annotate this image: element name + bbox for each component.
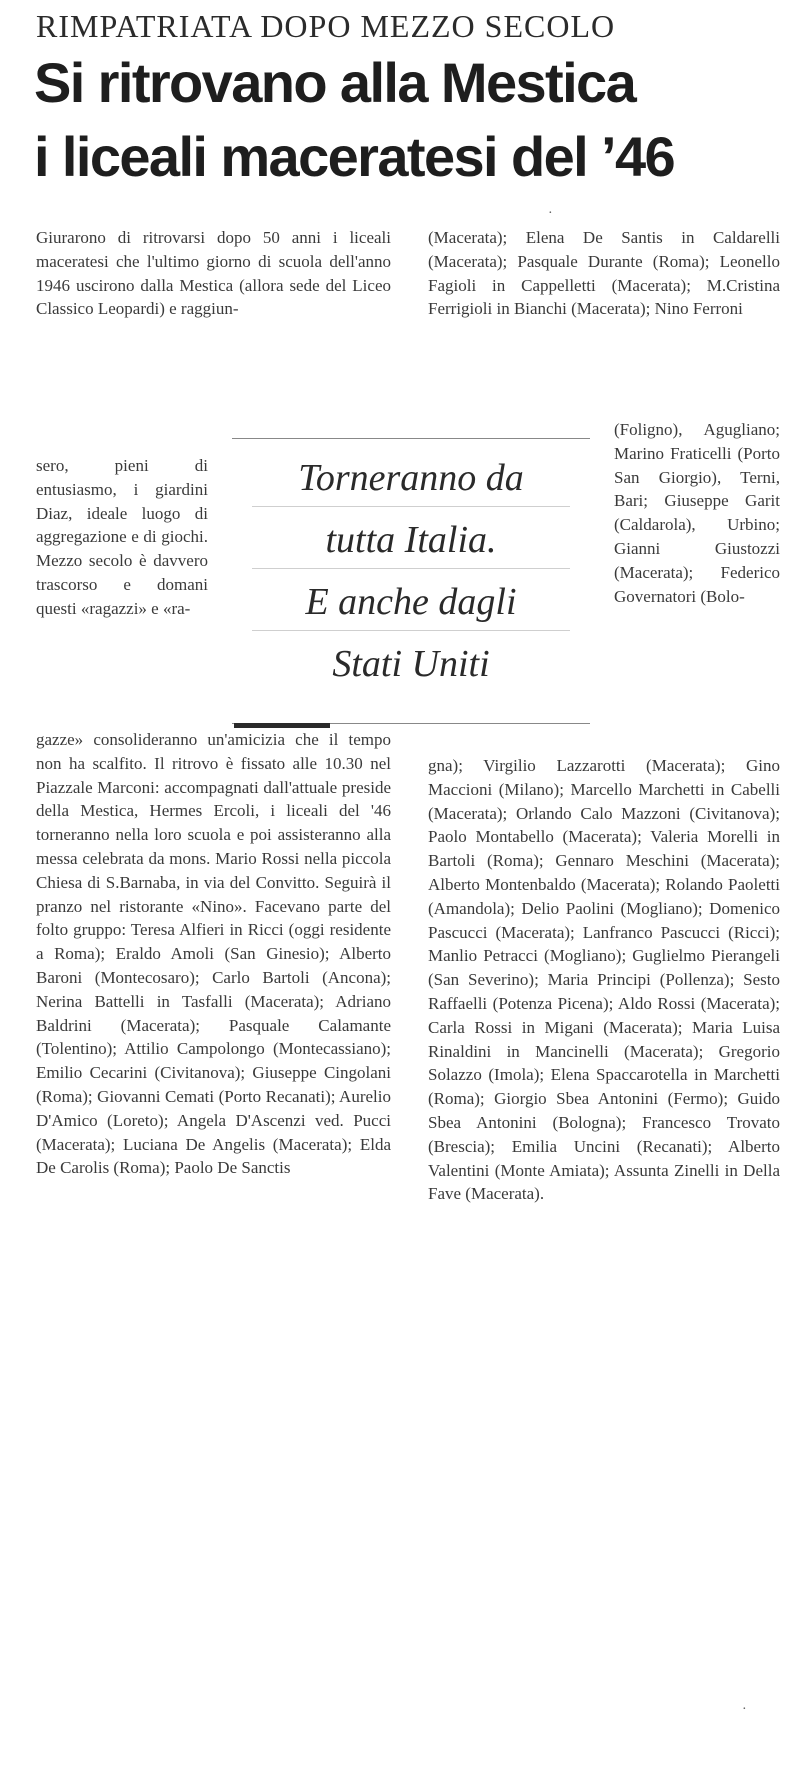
body-text: (Foligno), Agugliano; Marino Fraticelli (Porto San Giorgio), Terni, Bari; Giuseppe Garit (Caldarola), Urbino; Gianni Giustozzi (Macerata); Federico Governatori (Bolo- xyxy=(614,420,780,606)
print-speck: · xyxy=(742,1702,747,1717)
pull-quote-line-3: E anche dagli xyxy=(305,581,517,623)
pull-quote-separator xyxy=(252,630,570,631)
pull-quote-accent-bar xyxy=(234,723,330,728)
pull-quote-line-4: Stati Uniti xyxy=(332,643,490,685)
column-2-bottom xyxy=(428,754,780,1206)
pull-quote xyxy=(222,438,600,728)
column-1-top xyxy=(36,226,391,321)
body-text: sero, pieni di entusiasmo, i giardini Diaz, ideale luogo di aggregazione e di giochi. Mezzo secolo è davvero trascorso e domani questi «ragazzi» e «ra- xyxy=(36,456,208,618)
column-1-bottom xyxy=(36,728,391,1180)
headline-line-1: Si ritrovano alla Mestica xyxy=(34,51,636,114)
body-text: gazze» consolideranno un'amicizia che il tempo non ha scalfito. Il ritrovo è fissato alle 10.30 nel Piazzale Marconi: accompagnati dall'attuale preside della Mestica, Hermes Ercoli, i liceali del '46 torneranno nella loro scuola e poi assisteranno alla messa celebrata da mons. Mario Rossi nella piccola Chiesa di S.Barnaba, in via del Convitto. Seguirà il pranzo nel ristorante «Nino». Facevano parte del folto gruppo: Teresa Alfieri in Ricci (oggi residente a Roma); Eraldo Amoli (San Ginesio); Alberto Baroni (Montecosaro); Carlo Bartoli (Ancona); Nerina Battelli in Tasfalli (Macerata); Adriano Baldrini (Macerata); Pasquale Calamante (Tolentino); Attilio Campolongo (Montecassiano); Emilio Cecarini (Civitanova); Giuseppe Cingolani (Roma); Giovanni Cemati (Porto Recanati); Aurelio D'Amico (Loreto); Angela D'Ascenzi ved. Pucci (Macerata); Luciana De Angelis (Macerata); Elda De Carolis (Roma); Paolo De Sanctis xyxy=(36,730,391,1178)
pull-quote-line-1: Torneranno da xyxy=(298,457,524,499)
pull-quote-separator xyxy=(252,568,570,569)
pull-quote-top-rule xyxy=(232,438,590,439)
print-speck: · xyxy=(548,206,553,221)
column-1-narrow xyxy=(36,454,208,621)
column-2-top xyxy=(428,226,780,321)
body-text: gna); Virgilio Lazzarotti (Macerata); Gino Maccioni (Milano); Marcello Marchetti in Cabelli (Macerata); Orlando Calo Mazzoni (Civitanova); Paolo Montabello (Macerata); Valeria Morelli in Bartoli (Roma); Gennaro Meschini (Macerata); Alberto Montenbaldo (Macerata); Rolando Paoletti (Amandola); Delio Paolini (Mogliano); Domenico Pascucci (Macerata); Lanfranco Pascucci (Ricci); Manlio Petracci (Mogliano); Guglielmo Pierangeli (San Severino); Maria Principi (Pollenza); Sesto Raffaelli (Potenza Picena); Aldo Rossi (Macerata); Carla Rossi in Migani (Macerata); Maria Luisa Rinaldini in Mancinelli (Macerata); Gregorio Solazzo (Imola); Elena Spaccarotella in Marchetti (Roma); Giorgio Sbea Antonini (Fermo); Guido Sbea Antonini (Bologna); Francesco Trovato (Brescia); Emilia Uncini (Recanati); Alberto Valentini (Monte Amiata); Assunta Zinelli in Della Fave (Macerata). xyxy=(428,756,780,1204)
body-text: Giurarono di ritrovarsi dopo 50 anni i liceali maceratesi che l'ultimo giorno di scuola dell'anno 1946 uscirono dalla Mestica (allora sede del Liceo Classico Leopardi) e raggiun- xyxy=(36,228,391,319)
article-kicker: RIMPATRIATA DOPO MEZZO SECOLO xyxy=(36,8,616,44)
headline-line-2: i liceali maceratesi del ’46 xyxy=(34,125,675,188)
pull-quote-line-2: tutta Italia. xyxy=(325,519,497,561)
pull-quote-separator xyxy=(252,506,570,507)
column-2-narrow xyxy=(614,418,780,608)
body-text: (Macerata); Elena De Santis in Caldarelli (Macerata); Pasquale Durante (Roma); Leonello Fagioli in Cappelletti (Macerata); M.Cristina Ferrigioli in Bianchi (Macerata); Nino Ferroni xyxy=(428,228,780,319)
